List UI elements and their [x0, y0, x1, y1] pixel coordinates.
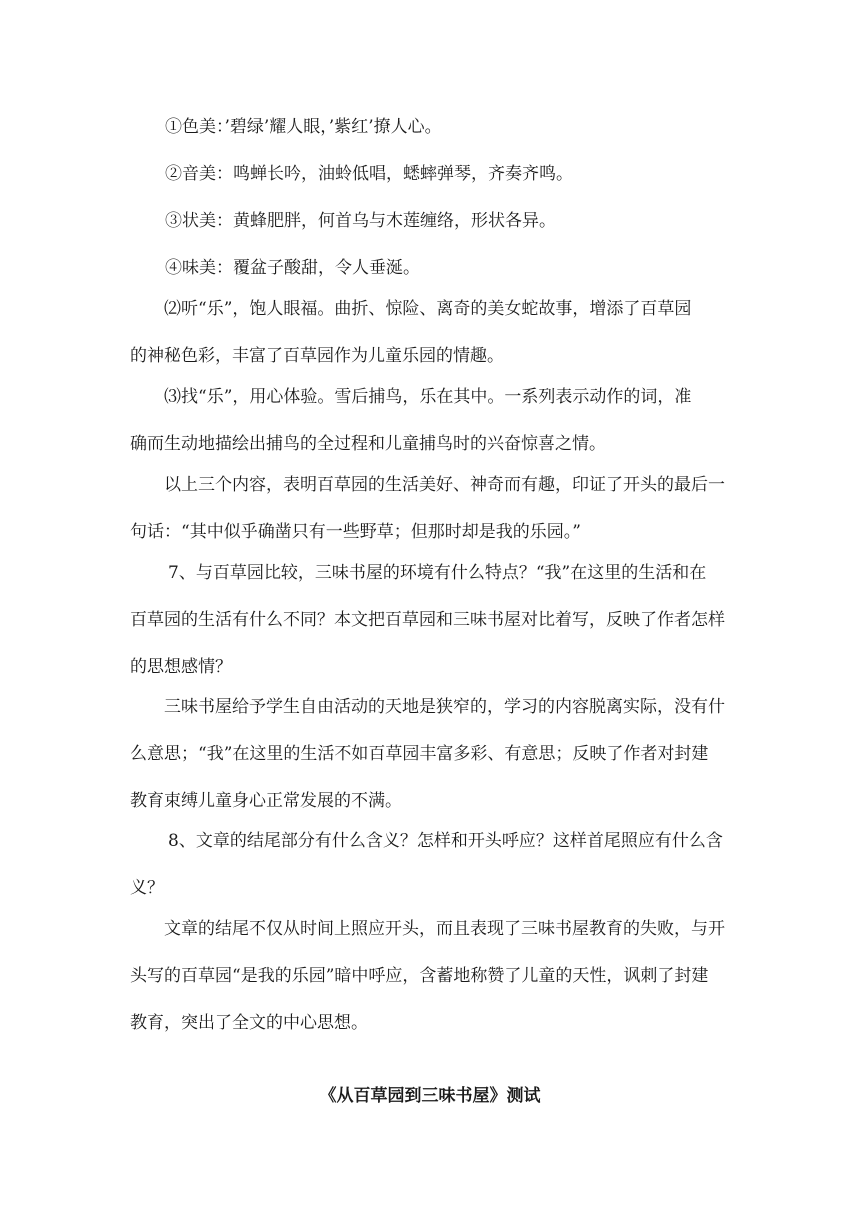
- paragraph-line: 以上三个内容，表明百草园的生活美好、神奇而有趣，印证了开头的最后一: [164, 475, 725, 495]
- question-line: 百草园的生活有什么不同？本文把百草园和三味书屋对比着写，反映了作者怎样: [130, 610, 725, 630]
- question-8: [130, 822, 730, 908]
- item-taste-beauty: [165, 249, 765, 288]
- item-line: ③状美：黄蜂肥胖，何首乌与木莲缠络，形状各异。: [165, 211, 556, 231]
- test-title: 《从百草园到三味书屋》测试: [319, 1086, 541, 1106]
- item-line: ④味美：覆盆子酸甜，令人垂涎。: [165, 258, 420, 278]
- paragraph-find: [130, 378, 730, 464]
- question-line: 7、与百草园比较，三味书屋的环境有什么特点？“我”在这里的生活和在: [168, 563, 707, 583]
- paragraph-line: 确而生动地描绘出捕鸟的全过程和儿童捕鸟时的兴奋惊喜之情。: [130, 434, 606, 454]
- answer-line: 么意思；“我”在这里的生活不如百草园丰富多彩、有意思；反映了作者对封建: [130, 744, 709, 764]
- paragraph-line: ⑶找“乐”，用心体验。雪后捕鸟，乐在其中。一系列表示动作的词，准: [164, 387, 692, 407]
- question-7: [130, 554, 730, 687]
- answer-line: 教育束缚儿童身心正常发展的不满。: [130, 791, 402, 811]
- answer-line: 文章的结尾不仅从时间上照应开头，而且表现了三味书屋教育的失败，与开: [164, 919, 725, 939]
- answer-7: [130, 688, 730, 821]
- paragraph-line: 的神秘色彩，丰富了百草园作为儿童乐园的情趣。: [130, 346, 504, 366]
- item-sound-beauty: [165, 155, 765, 194]
- answer-line: 教育，突出了全文的中心思想。: [130, 1013, 368, 1033]
- answer-8: [130, 910, 730, 1043]
- item-line: ①色美：’碧绿’耀人眼，’紫红’撩人心。: [165, 117, 442, 137]
- paragraph-listen: [130, 290, 730, 376]
- question-line: 的思想感情？: [130, 657, 232, 677]
- answer-line: 头写的百草园“是我的乐园”暗中呼应，含蓄地称赞了儿童的天性，讽刺了封建: [130, 966, 709, 986]
- item-color-beauty: [165, 108, 765, 147]
- paragraph-line: 句话：“其中似乎确凿只有一些野草；但那时却是我的乐园。”: [130, 522, 581, 542]
- answer-line: 三味书屋给予学生自由活动的天地是狭窄的，学习的内容脱离实际，没有什: [164, 697, 725, 717]
- item-line: ②音美：鸣蝉长吟，油蛉低唱，蟋蟀弹琴，齐奏齐鸣。: [165, 164, 573, 184]
- question-line: 8、文章的结尾部分有什么含义？怎样和开头呼应？这样首尾照应有什么含: [168, 831, 723, 851]
- question-line: 义？: [130, 878, 164, 898]
- paragraph-line: ⑵听“乐”，饱人眼福。曲折、惊险、离奇的美女蛇故事，增添了百草园: [164, 299, 692, 319]
- paragraph-summary: [130, 466, 730, 552]
- item-shape-beauty: [165, 202, 765, 241]
